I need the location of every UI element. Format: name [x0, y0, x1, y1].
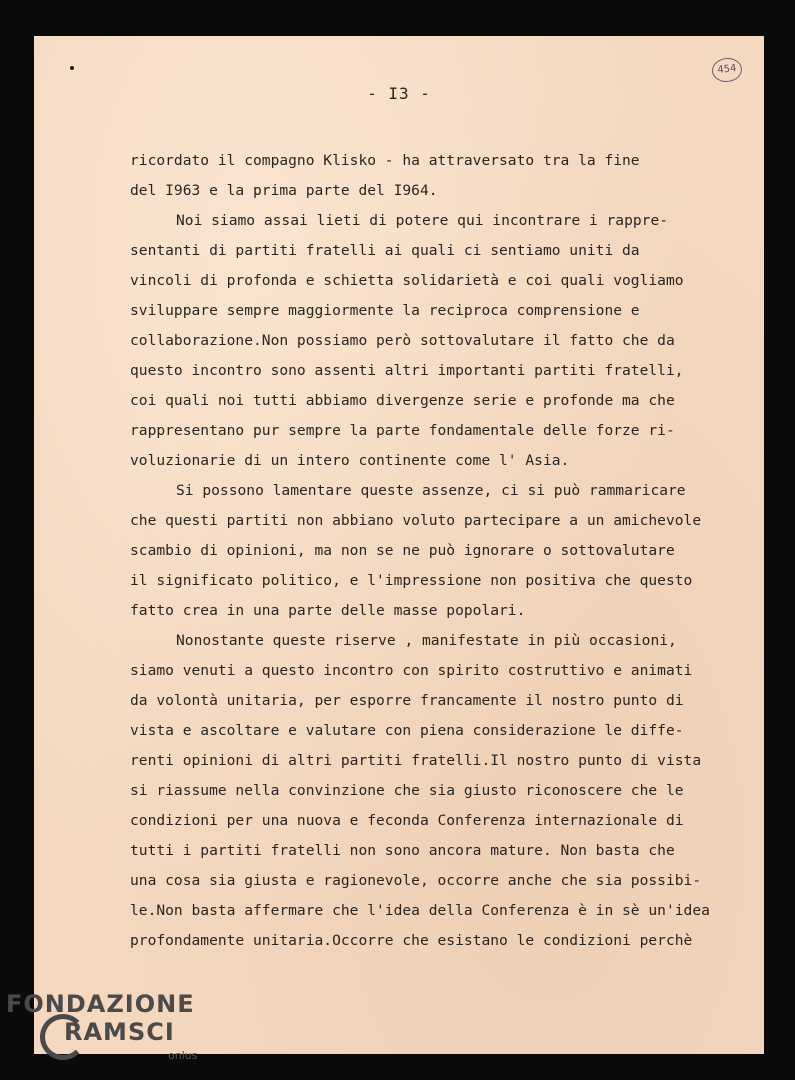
text-line: ricordato il compagno Klisko - ha attraversato tra la fine — [130, 152, 640, 169]
typed-body-text — [130, 146, 750, 956]
text-line: sviluppare sempre maggiormente la reciproca comprensione e — [130, 302, 640, 319]
watermark-onlus: onlus — [168, 1049, 198, 1062]
archive-number-stamp: 454 — [711, 56, 743, 83]
text-line: Noi siamo assai lieti di potere qui incontrare i rappre- — [176, 212, 669, 229]
text-line: scambio di opinioni, ma non se ne può ignorare o sottovalutare — [130, 542, 675, 559]
ink-dot — [70, 66, 74, 70]
text-line: il significato politico, e l'impressione non positiva che questo — [130, 572, 693, 589]
text-line: siamo venuti a questo incontro con spirito costruttivo e animati — [130, 662, 693, 679]
text-line: voluzionarie di un intero continente come l' Asia. — [130, 452, 570, 469]
text-line: tutti i partiti fratelli non sono ancora mature. Non basta che — [130, 842, 675, 859]
text-line: collaborazione.Non possiamo però sottovalutare il fatto che da — [130, 332, 675, 349]
text-line: Nonostante queste riserve , manifestate in più occasioni, — [176, 632, 677, 649]
text-line: rappresentano pur sempre la parte fondamentale delle forze ri- — [130, 422, 675, 439]
text-line: fatto crea in una parte delle masse popolari. — [130, 602, 526, 619]
text-line: profondamente unitaria.Occorre che esistano le condizioni perchè — [130, 932, 693, 949]
text-line: del I963 e la prima parte del I964. — [130, 182, 438, 199]
text-line: vista e ascoltare e valutare con piena considerazione le diffe- — [130, 722, 684, 739]
text-line: condizioni per una nuova e feconda Conferenza internazionale di — [130, 812, 684, 829]
text-line: coi quali noi tutti abbiamo divergenze serie e profonde ma che — [130, 392, 675, 409]
text-line: questo incontro sono assenti altri importanti partiti fratelli, — [130, 362, 684, 379]
text-line: una cosa sia giusta e ragionevole, occorre anche che sia possibi- — [130, 872, 702, 889]
watermark-g-logo-icon — [40, 1014, 86, 1060]
text-line: si riassume nella convinzione che sia giusto riconoscere che le — [130, 782, 684, 799]
document-page — [34, 36, 764, 1054]
text-line: vincoli di profonda e schietta solidarietà e coi quali vogliamo — [130, 272, 684, 289]
text-line: che questi partiti non abbiano voluto partecipare a un amichevole — [130, 512, 702, 529]
watermark-line-1: FONDAZIONE — [6, 990, 195, 1018]
text-line: le.Non basta affermare che l'idea della Conferenza è in sè un'idea — [130, 902, 710, 919]
text-line: da volontà unitaria, per esporre francamente il nostro punto di — [130, 692, 684, 709]
text-line: sentanti di partiti fratelli ai quali ci sentiamo uniti da — [130, 242, 640, 259]
watermark-line-2: RAMSCI — [64, 1018, 175, 1046]
fondazione-gramsci-watermark — [6, 990, 198, 1062]
text-line: renti opinioni di altri partiti fratelli.Il nostro punto di vista — [130, 752, 702, 769]
page-number: - I3 - — [367, 84, 431, 103]
text-line: Si possono lamentare queste assenze, ci si può rammaricare — [176, 482, 686, 499]
